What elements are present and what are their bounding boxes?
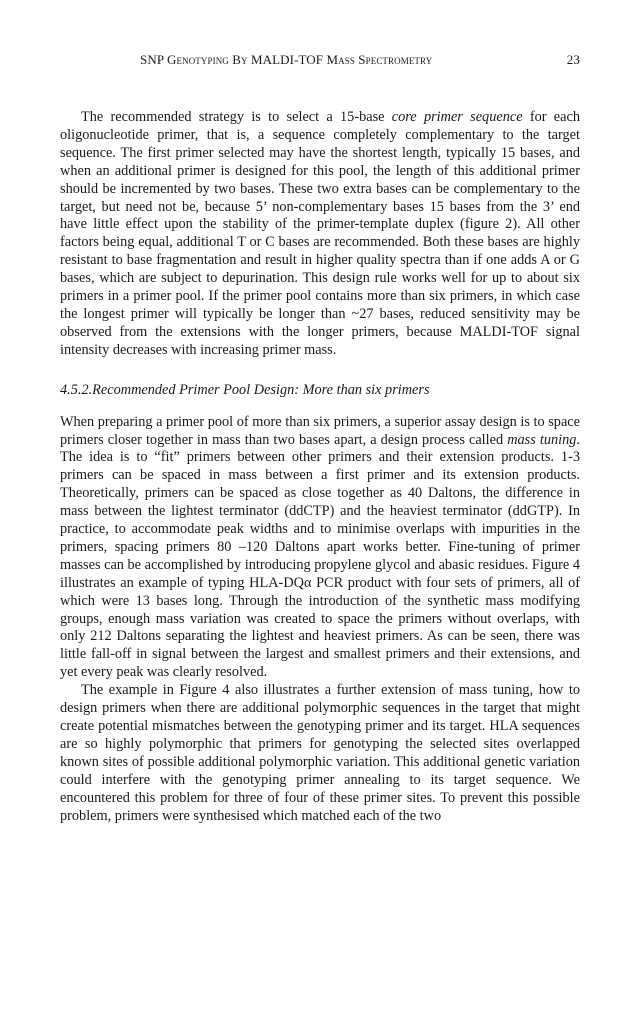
page-number: 23 bbox=[566, 52, 580, 67]
paragraph-text: When preparing a primer pool of more than six primers, a superior assay design is to space primers closer together in mass than two bases apart, a design process called bbox=[60, 413, 580, 448]
emphasis-core-primer-sequence: core primer sequence bbox=[391, 109, 523, 125]
running-title: SNP Genotyping By MALDI-TOF Mass Spectrometry bbox=[140, 52, 433, 67]
paragraph-figure-4-example: The example in Figure 4 also illustrates a further extension of mass tuning, how to design primers when there are additional polymorphic sequences in the target that might create potential mismatches between the genotyping primer and its target. HLA sequences are so highly polymorphic that primers for genotyping the selected sites overlapped known sites of possible additional polymorphic variation. This additional genetic variation could interfere with the genotyping primer annealing to its target sequence. We encountered this problem for three of four of these primer sites. To prevent this possible problem, primers were synthesised which matched each of the two bbox=[60, 682, 580, 824]
paragraph-text: The recommended strategy is to select a 15-base bbox=[81, 109, 392, 125]
paragraph-core-primer bbox=[60, 109, 580, 360]
emphasis-mass-tuning: mass tuning bbox=[507, 431, 577, 448]
section-heading: 4.5.2.Recommended Primer Pool Design: More than six primers bbox=[60, 381, 430, 398]
paragraph-text: . The idea is to “fit” primers between other primers and their extension products. 1-3 primers can be spaced in mass between a first primer and its extension products. Theoretically, primers can be spaced as close together as 40 Daltons, the difference in mass between the lightest terminator (ddCTP) and the heaviest terminator (ddGTP). In practice, to accommodate peak widths and to minimise overlaps with impurities in the primers, spacing primers 80 –120 Daltons apart works better. Fine-tuning of primer masses can be accomplished by introducing propylene glycol and abasic residues. Figure 4 illustrates an example of typing HLA-DQα PCR product with four sets of primers, all of which were 13 bases long. Through the introduction of the synthetic mass modifying groups, enough mass variation was created to space the primers without overlaps, with only 212 Daltons separating the lightest and heaviest primers. As can be seen, there was little fall-off in signal between the largest and smallest primers and their extensions, and yet every peak was clearly resolved. bbox=[60, 431, 580, 681]
paragraph-text: for each oligonucleotide primer, that is, a sequence completely complementary to the target sequence. The first primer selected may have the shortest length, typically 15 bases, and when an additional primer is designed for this pool, the length of this additional primer should be incremented by two bases. These two extra bases can be complementary to the target, but need not be, because 5’ non-complementary bases 15 bases from the 3’ end have little effect upon the stability of the primer-template duplex (figure 2). All other factors being equal, additional T or C bases are recommended. Both these bases are highly resistant to base fragmentation and result in higher quality spectra than if one adds A or G bases, which are subject to depurination. This design rule works well for up to about six primers in a primer pool. If the primer pool contains more than six primers, in which case the longest primer will typically be longer than ~27 bases, reduced sensitivity may be observed from the extensions with the longer primers, because MALDI-TOF signal intensity decreases with increasing primer mass. bbox=[60, 109, 580, 358]
paragraph-mass-tuning bbox=[60, 414, 580, 683]
body-text bbox=[60, 109, 580, 825]
